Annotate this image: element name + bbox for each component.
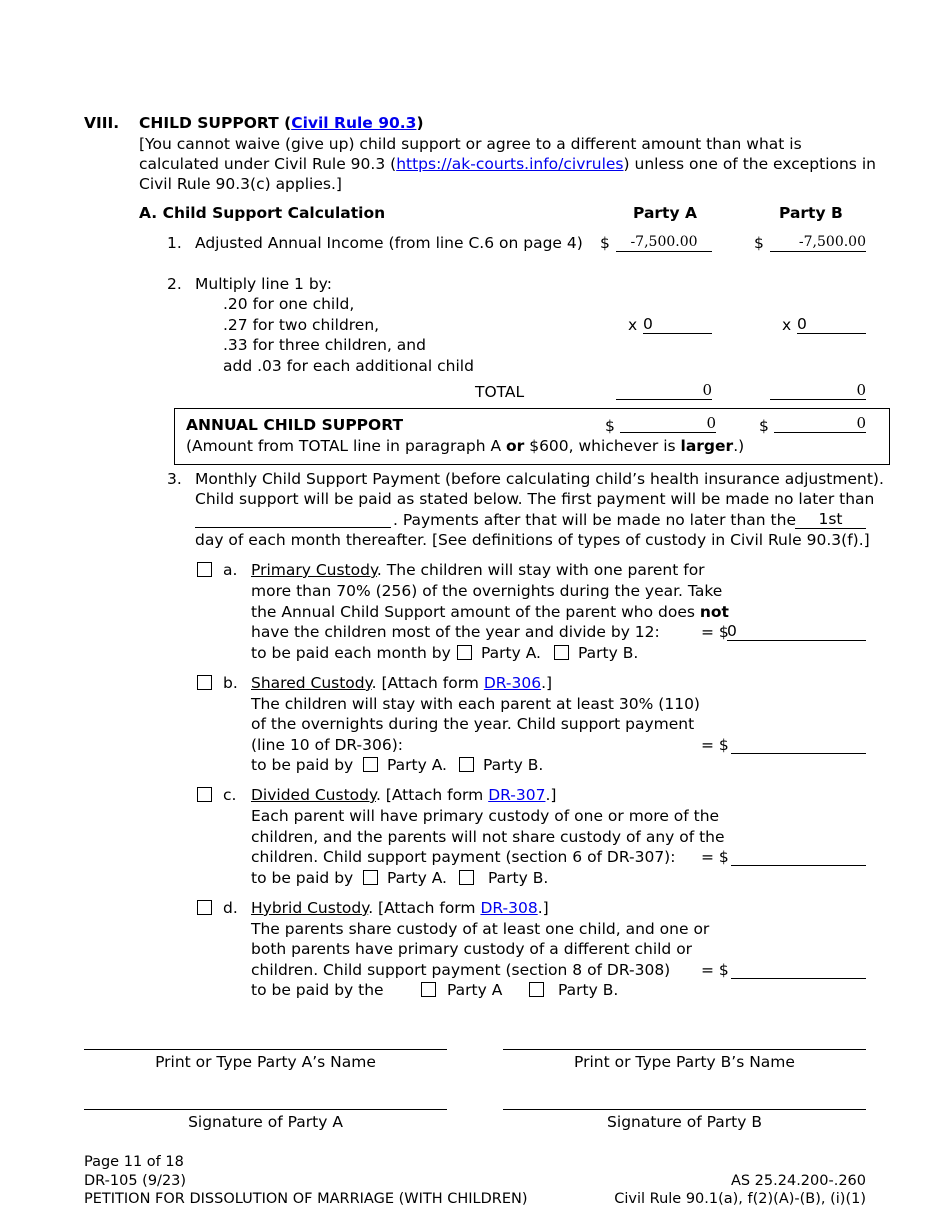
first-payment-date-field[interactable] [195,527,391,528]
annual-support-party-b[interactable]: 0 [774,414,866,433]
option-c-line-1: Divided Custody. [Attach form DR-307.] [251,786,557,804]
times-sign: x [628,316,638,334]
form-number: DR-105 (9/23) [84,1173,187,1189]
shared-party-b-checkbox[interactable] [459,757,474,772]
hybrid-party-b-checkbox[interactable] [529,982,544,997]
page-number: Page 11 of 18 [84,1154,184,1170]
multiplier-three-children: .33 for three children, and [223,336,426,354]
line1-label: Adjusted Annual Income (from line C.6 on page 4) [195,234,583,252]
civil-rule-link[interactable]: Civil Rule 90.3 [291,114,417,132]
option-d-line-2: The parents share custody of at least one child, and one or [251,920,710,938]
option-b-line-4: (line 10 of DR-306): [251,736,403,754]
option-a-line-1: Primary Custody. The children will stay with one parent for [251,561,705,579]
dollar-sign: $ [600,234,610,252]
option-d-line-3: both parents have primary custody of a different child or [251,940,693,958]
option-d-letter: d. [223,899,238,917]
payment-day-field[interactable]: 1st [795,510,866,529]
party-b-name-field[interactable] [503,1049,866,1050]
hybrid-custody-checkbox[interactable] [197,900,212,915]
total-party-a[interactable]: 0 [616,381,712,400]
rules-reference: Civil Rule 90.1(a), f(2)(A)-(B), (i)(1) [614,1191,866,1207]
option-b-letter: b. [223,674,238,692]
divided-custody-checkbox[interactable] [197,787,212,802]
party-b-label: Party B. [483,756,544,774]
option-b-line-3: of the overnights during the year. Child support payment [251,715,695,733]
option-c-line-4: children. Child support payment (section 6 of DR-307): [251,848,676,866]
shared-custody-amount[interactable] [731,753,866,754]
primary-party-b-checkbox[interactable] [554,645,569,660]
annual-support-label: ANNUAL CHILD SUPPORT [186,416,404,434]
option-a-line-3: the Annual Child Support amount of the parent who does not [251,603,729,621]
calc-heading: A. Child Support Calculation [139,204,386,222]
intro-line-2: calculated under Civil Rule 90.3 (https://ak-courts.info/civrules) unless one of the exceptions in [139,155,876,173]
divided-party-a-checkbox[interactable] [363,870,378,885]
col-party-a: Party A [633,204,697,222]
monthly-line-3: . Payments after that will be made no later than the [393,511,796,529]
multiplier-party-b[interactable]: 0 [797,315,866,334]
option-b-line-5: to be paid by [251,756,354,774]
dollar-sign: $ [754,234,764,252]
col-party-b: Party B [779,204,843,222]
equals-dollar: = $ [701,736,729,754]
party-b-label: Party B. [488,869,549,887]
primary-custody-amount[interactable]: 0 [727,622,866,641]
section-number: VIII. [84,114,120,132]
party-a-label: Party A. [387,869,447,887]
income-party-a[interactable]: -7,500.00 [616,233,712,252]
option-b-line-2: The children will stay with each parent at least 30% (110) [251,695,700,713]
option-d-line-5: to be paid by the [251,981,384,999]
dollar-sign: $ [759,417,769,435]
line2-number: 2. [167,275,182,293]
intro-line-3: Civil Rule 90.3(c) applies.] [139,175,342,193]
shared-party-a-checkbox[interactable] [363,757,378,772]
dr-306-link[interactable]: DR-306 [483,674,542,692]
party-b-label: Party B. [578,644,639,662]
option-d-line-4: children. Child support payment (section 8 of DR-308) [251,961,671,979]
option-a-letter: a. [223,561,238,579]
multiplier-one-child: .20 for one child, [223,295,355,313]
form-title: PETITION FOR DISSOLUTION OF MARRIAGE (WITH CHILDREN) [84,1191,528,1207]
option-a-line-2: more than 70% (256) of the overnights during the year. Take [251,582,723,600]
party-a-name-field[interactable] [84,1049,447,1050]
monthly-line-4: day of each month thereafter. [See definitions of types of custody in Civil Rule 90.3(f).] [195,531,870,549]
option-a-line-4: have the children most of the year and divide by 12: [251,623,660,641]
multiplier-two-children: .27 for two children, [223,316,380,334]
multiplier-party-a[interactable]: 0 [643,315,712,334]
statute-reference: AS 25.24.200-.260 [730,1173,866,1189]
multiplier-additional: add .03 for each additional child [223,357,474,375]
line1-number: 1. [167,234,182,252]
monthly-line-1: Monthly Child Support Payment (before calculating child’s health insurance adjustment). [195,470,884,488]
equals-dollar: = $ [701,961,729,979]
divided-party-b-checkbox[interactable] [459,870,474,885]
party-a-signature-caption: Signature of Party A [188,1113,343,1131]
shared-custody-checkbox[interactable] [197,675,212,690]
primary-party-a-checkbox[interactable] [457,645,472,660]
party-a-label: Party A [447,981,503,999]
line3-number: 3. [167,470,182,488]
option-b-line-1: Shared Custody. [Attach form DR-306.] [251,674,553,692]
party-a-signature-field[interactable] [84,1109,447,1110]
total-label: TOTAL [475,383,525,401]
party-a-label: Party A. [387,756,447,774]
divided-custody-amount[interactable] [731,865,866,866]
option-c-line-3: children, and the parents will not share custody of any of the [251,828,725,846]
civrules-url-link[interactable]: https://ak-courts.info/civrules [396,155,624,173]
party-b-signature-caption: Signature of Party B [607,1113,762,1131]
dr-308-link[interactable]: DR-308 [480,899,538,917]
party-b-label: Party B. [558,981,619,999]
monthly-line-2: Child support will be paid as stated below. The first payment will be made no later than [195,490,875,508]
annual-support-party-a[interactable]: 0 [620,414,716,433]
option-c-line-2: Each parent will have primary custody of one or more of the [251,807,720,825]
party-b-signature-field[interactable] [503,1109,866,1110]
total-party-b[interactable]: 0 [770,381,866,400]
annual-support-note: (Amount from TOTAL line in paragraph A or $600, whichever is larger.) [186,437,745,455]
option-d-line-1: Hybrid Custody. [Attach form DR-308.] [251,899,549,917]
option-c-line-5: to be paid by [251,869,354,887]
party-a-name-caption: Print or Type Party A’s Name [155,1053,376,1071]
primary-custody-checkbox[interactable] [197,562,212,577]
equals-dollar: = $ [701,848,729,866]
income-party-b[interactable]: -7,500.00 [770,233,866,252]
dr-307-link[interactable]: DR-307 [488,786,546,804]
hybrid-party-a-checkbox[interactable] [421,982,436,997]
option-c-letter: c. [223,786,237,804]
hybrid-custody-amount[interactable] [731,978,866,979]
party-a-label: Party A. [481,644,541,662]
option-a-line-5: to be paid each month by [251,644,451,662]
dollar-sign: $ [605,417,615,435]
party-b-name-caption: Print or Type Party B’s Name [574,1053,795,1071]
equals-dollar: = $ [701,623,729,641]
times-sign: x [782,316,792,334]
section-title: CHILD SUPPORT (Civil Rule 90.3) [139,114,424,132]
line2-label: Multiply line 1 by: [195,275,332,293]
intro-line-1: [You cannot waive (give up) child support or agree to a different amount than what is [139,135,802,153]
